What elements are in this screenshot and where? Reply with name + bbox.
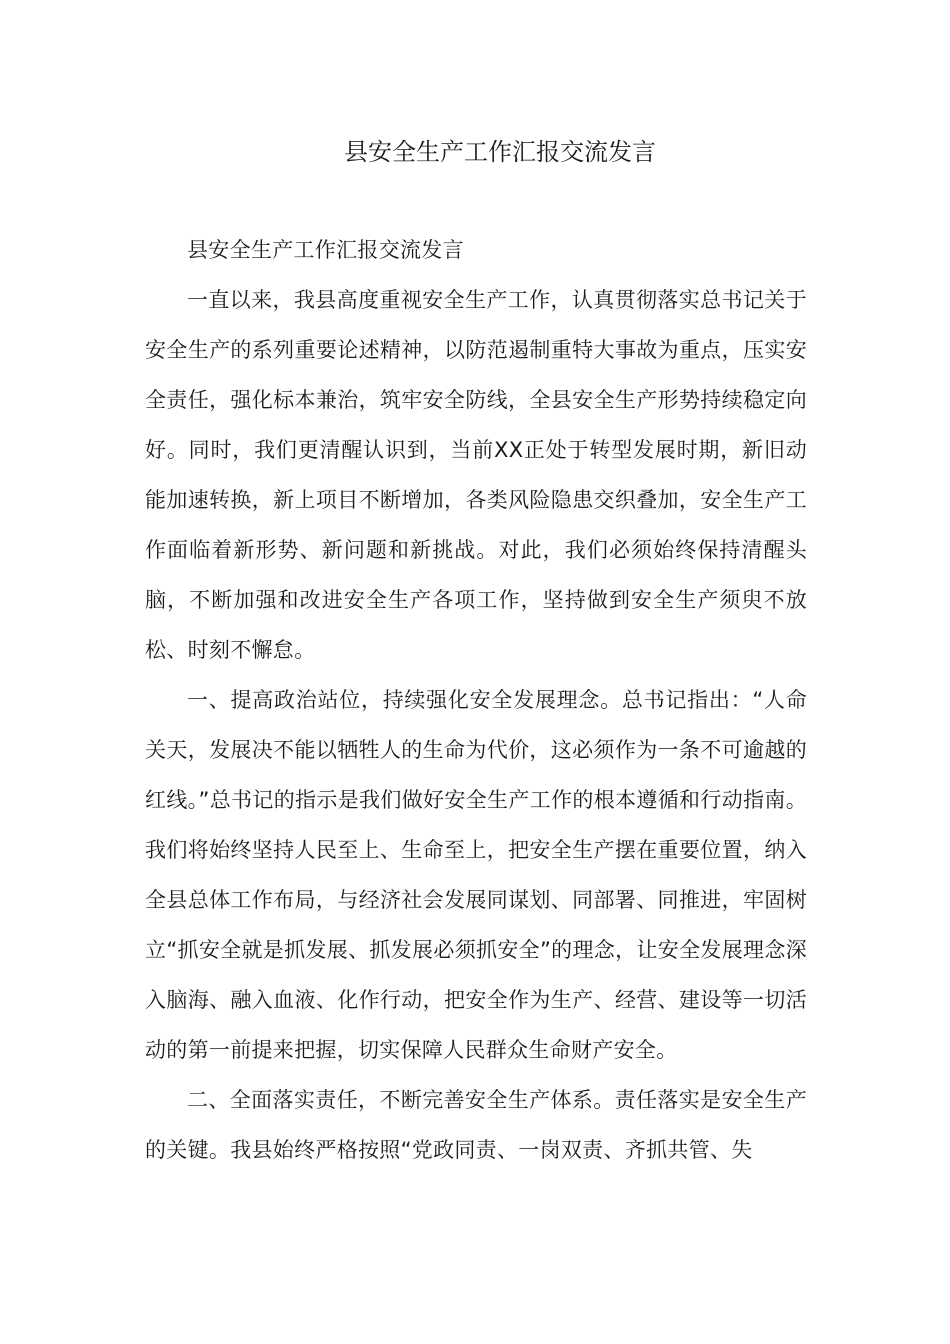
paragraph-intro: 一直以来，我县高度重视安全生产工作，认真贯彻落实总书记关于安全生产的系列重要论述精神，以防范遏制重特大事故为重点，压实安全责任，强化标本兼治，筑牢安全防线，全县安全生产形势持续稳定向好。同时，我们更清醒认识到，当前XX正处于转型发展时期，新旧动能加速转换，新上项目不断增加，各类风险隐患交织叠加，安全生产工作面临着新形势、新问题和新挑战。对此，我们必须始终保持清醒头脑，不断加强和改进安全生产各项工作，坚持做到安全生产须臾不放松、时刻不懈怠。 — [145, 288, 807, 662]
paragraph-section-two: 二、全面落实责任，不断完善安全生产体系。责任落实是安全生产的关键。我县始终严格按照“党政同责、一岗双责、齐抓共管、失 — [145, 1088, 807, 1162]
document-title: 县安全生产工作汇报交流发言 — [344, 138, 656, 166]
paragraph-subtitle: 县安全生产工作汇报交流发言 — [187, 238, 464, 262]
document-body — [145, 225, 807, 1175]
paragraph-section-one: 一、提高政治站位，持续强化安全发展理念。总书记指出：“人命关天，发展决不能以牺牲人的生命为代价，这必须作为一条不可逾越的红线。”总书记的指示是我们做好安全生产工作的根本遵循和行动指南。我们将始终坚持人民至上、生命至上，把安全生产摆在重要位置，纳入全县总体工作布局，与经济社会发展同谋划、同部署、同推进，牢固树立“抓安全就是抓发展、抓发展必须抓安全”的理念，让安全发展理念深入脑海、融入血液、化作行动，把安全作为生产、经营、建设等一切活动的第一前提来把握，切实保障人民群众生命财产安全。 — [145, 688, 807, 1062]
